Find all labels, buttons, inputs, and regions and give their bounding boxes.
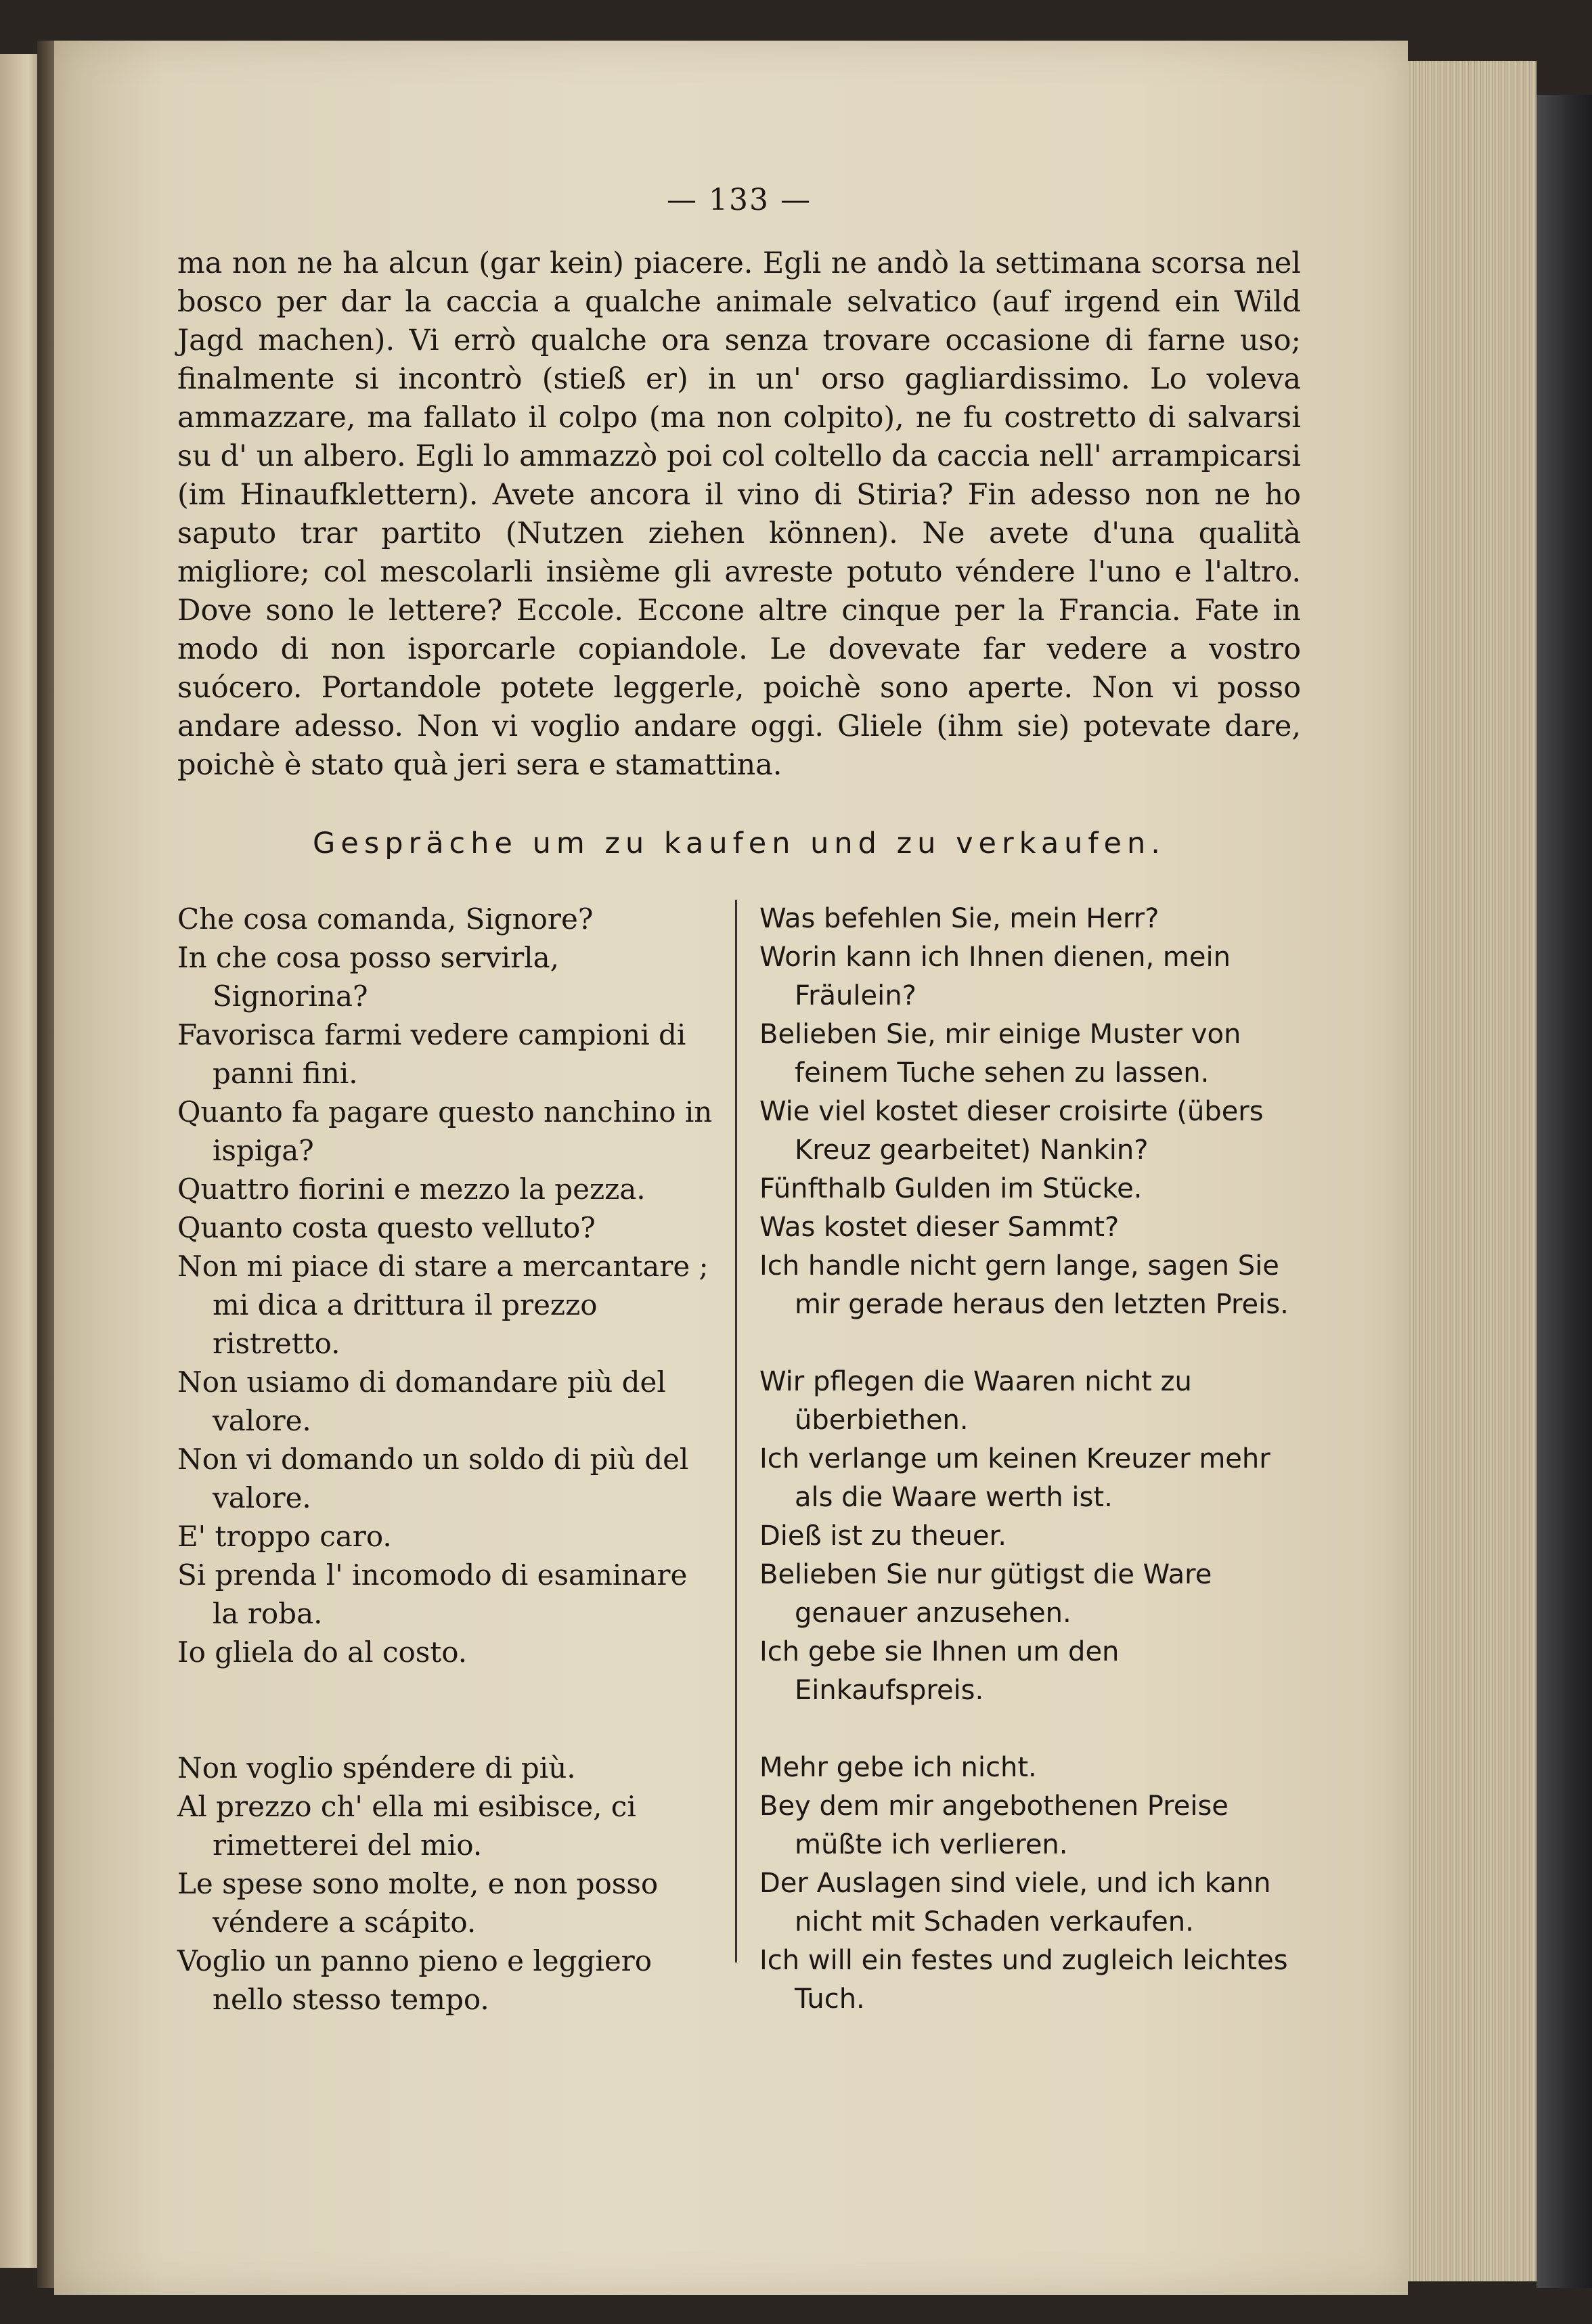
dialogue-row — [177, 1247, 1301, 1363]
german-phrase: Was befehlen Sie, mein Herr? — [759, 903, 1159, 934]
italian-phrase: Io gliela do al costo. — [177, 1636, 468, 1669]
german-phrase: Der Auslagen sind viele, und ich kann nicht mit Schaden verkaufen. — [759, 1868, 1271, 1937]
page-content — [177, 183, 1301, 2019]
italian-phrase: E' troppo caro. — [177, 1520, 392, 1553]
german-phrase: Ich gebe sie Ihnen um den Einkaufspreis. — [759, 1636, 1120, 1706]
italian-phrase: Non mi piace di stare a mercantare ; mi dica a drittura il prezzo ristretto. — [177, 1250, 709, 1360]
dialogue-row — [177, 1440, 1301, 1517]
dialogue-row — [177, 1015, 1301, 1093]
italian-phrase: Voglio un panno pieno e leggiero nello stesso tempo. — [177, 1944, 653, 2016]
dialogue-row — [177, 1864, 1301, 1942]
german-phrase: Worin kann ich Ihnen dienen, mein Fräulein? — [759, 942, 1231, 1011]
german-phrase: Belieben Sie nur gütigst die Ware genauer anzusehen. — [759, 1559, 1212, 1629]
german-phrase: Belieben Sie, mir einige Muster von feinem Tuche sehen zu lassen. — [759, 1019, 1241, 1089]
italian-phrase: Al prezzo ch' ella mi esibisce, ci rimetterei del mio. — [177, 1790, 636, 1862]
italian-phrase: Favorisca farmi vedere campioni di panni fini. — [177, 1018, 686, 1090]
italian-phrase: Non voglio spéndere di più. — [177, 1751, 576, 1784]
body-paragraph: ma non ne ha alcun (gar kein) piacere. Egli ne andò la settimana scorsa nel bosco per dar la caccia a qualche animale selvatico (auf irgend ein Wild Jagd machen). Vi errò qualche ora senza trovare occasione di farne uso; finalmente si incontrò (stieß er) in un' orso gagliardissimo. Lo voleva ammazzare, ma fallato il colpo (ma non colpito), ne fu costretto di salvarsi su d' un albero. Egli lo ammazzò poi col coltello da caccia nell' arrampicarsi (im Hinaufklettern). Avete ancora il vino di Stiria? Fin adesso non ne ho saputo trar partito (Nutzen ziehen können). Ne avete d'una qualità migliore; col mescolarli insième gli avreste potuto véndere l'uno e l'altro. Dove sono le lettere? Eccole. Eccone altre cinque per la Francia. Fate in modo di non isporcarle copiandole. Le dovevate far vedere a vostro suócero. Portandole potete leggerle, poichè sono aperte. Non vi posso andare adesso. Non vi voglio andare oggi. Gliele (ihm sie) potevate dare, poichè è stato quà jeri sera e stamattina. — [177, 246, 1301, 782]
row-gap — [177, 1710, 1301, 1749]
dialogue-row — [177, 1363, 1301, 1440]
german-phrase: Wie viel kostet dieser croisirte (übers Kreuz gearbeitet) Nankin? — [759, 1096, 1264, 1166]
german-phrase: Ich verlange um keinen Kreuzer mehr als die Waare werth ist. — [759, 1443, 1270, 1513]
dialogue-row — [177, 1787, 1301, 1864]
dialogue-row — [177, 1556, 1301, 1633]
german-phrase: Dieß ist zu theuer. — [759, 1520, 1007, 1552]
column-divider — [735, 900, 737, 1963]
dialogue-row — [177, 1942, 1301, 2019]
italian-phrase: Quanto costa questo velluto? — [177, 1211, 596, 1244]
italian-phrase: Quanto fa pagare questo nanchino in ispiga? — [177, 1095, 713, 1167]
german-phrase: Fünfthalb Gulden im Stücke. — [759, 1173, 1143, 1204]
section-heading: Gespräche um zu kaufen und zu verkaufen. — [313, 827, 1166, 860]
italian-phrase: Si prenda l' incomodo di esaminare la roba. — [177, 1558, 688, 1630]
dialogue-row — [177, 900, 1301, 938]
dialogue-row — [177, 1170, 1301, 1208]
italian-phrase: Le spese sono molte, e non posso véndere a scápito. — [177, 1867, 659, 1939]
book-cover — [1536, 95, 1592, 2288]
dialogue-row — [177, 1749, 1301, 1787]
italian-phrase: In che cosa posso servirla, Signorina? — [177, 941, 559, 1013]
dialogue-row — [177, 1093, 1301, 1170]
italian-phrase: Quattro fiorini e mezzo la pezza. — [177, 1172, 646, 1206]
german-phrase: Was kostet dieser Sammt? — [759, 1212, 1120, 1243]
german-phrase: Ich will ein festes und zugleich leichtes Tuch. — [759, 1945, 1288, 2015]
italian-phrase: Non vi domando un soldo di più del valore. — [177, 1443, 689, 1514]
german-phrase: Ich handle nicht gern lange, sagen Sie mir gerade heraus den letzten Preis. — [759, 1250, 1289, 1320]
dialogue-row — [177, 1208, 1301, 1247]
italian-phrase: Che cosa comanda, Signore? — [177, 902, 594, 936]
german-phrase: Mehr gebe ich nicht. — [759, 1752, 1037, 1783]
german-phrase: Bey dem mir angebothenen Preise müßte ich verlieren. — [759, 1791, 1229, 1860]
dialogue-table — [177, 900, 1301, 2019]
page-number: — 133 — — [667, 183, 812, 217]
dialogue-row — [177, 938, 1301, 1015]
dialogue-row — [177, 1517, 1301, 1556]
italian-phrase: Non usiamo di domandare più del valore. — [177, 1365, 666, 1437]
german-phrase: Wir pflegen die Waaren nicht zu überbiethen. — [759, 1366, 1192, 1436]
dialogue-row — [177, 1633, 1301, 1710]
page-edges — [1408, 61, 1536, 2281]
facing-page-edge — [0, 54, 41, 2268]
